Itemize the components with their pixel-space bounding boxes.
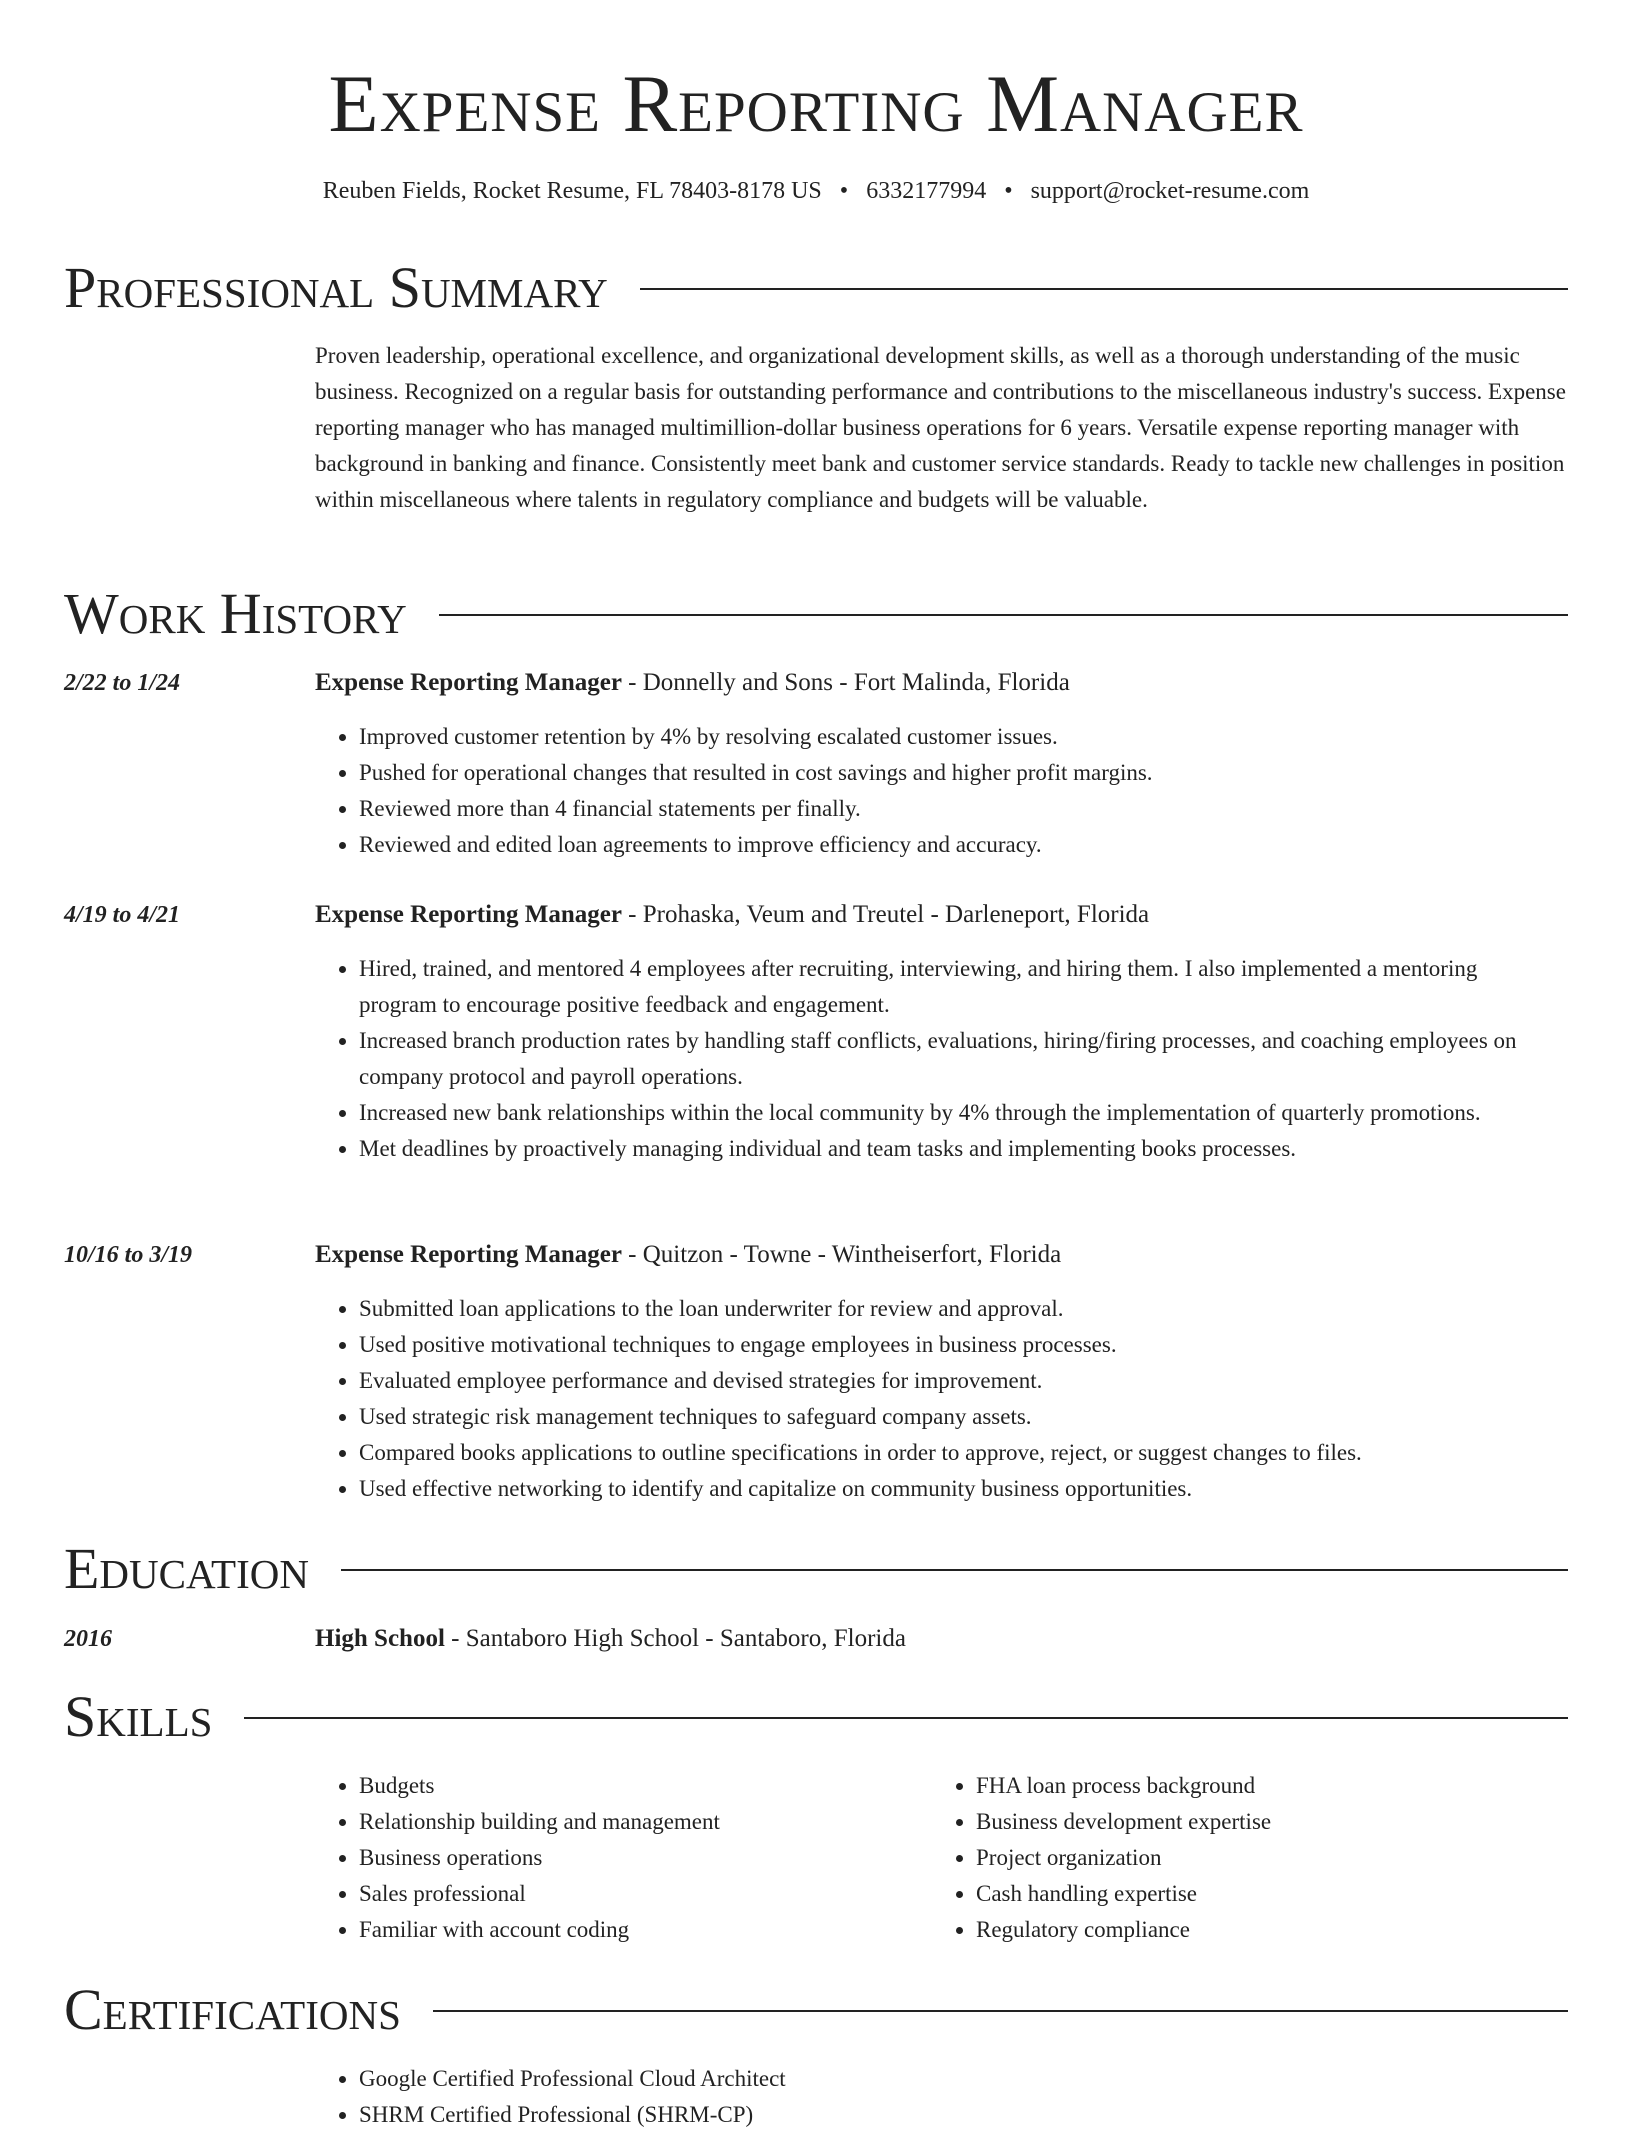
skill-item: • Relationship building and management	[359, 1804, 919, 1840]
education-year: 2016	[64, 1626, 112, 1652]
job-dates: 4/19 to 4/21	[64, 902, 181, 928]
section-divider	[439, 614, 1568, 616]
skill-item: • Sales professional	[359, 1876, 919, 1912]
certifications-heading: Certifications	[64, 1977, 401, 2042]
job-bullet: • Hired, trained, and mentored 4 employees after recruiting, interviewing, and hiring them. I also implemented a mentoring program to encourage positive feedback and engagement.	[359, 951, 1549, 1023]
education-degree: High School	[315, 1625, 445, 1652]
section-divider	[341, 1569, 1568, 1571]
job-bullet: • Used effective networking to identify and capitalize on community business opportunities.	[359, 1471, 1549, 1507]
job-title: Expense Reporting Manager	[315, 901, 622, 928]
certifications-section-header	[64, 1975, 1568, 2045]
skill-item: • Business operations	[359, 1840, 919, 1876]
skills-heading: Skills	[64, 1684, 213, 1749]
job-title: Expense Reporting Manager	[315, 669, 622, 696]
skills-list-left	[315, 1768, 919, 1948]
job-bullets	[315, 951, 1549, 1167]
contact-line	[0, 174, 1632, 208]
section-divider	[640, 288, 1568, 290]
job-bullet: • Improved customer retention by 4% by resolving escalated customer issues.	[359, 719, 1549, 755]
job-details: - Prohaska, Veum and Treutel - Darleneport, Florida	[621, 901, 1150, 928]
skill-item: • Budgets	[359, 1768, 919, 1804]
section-divider	[433, 2010, 1568, 2012]
job-bullets	[315, 1291, 1549, 1507]
job-bullets	[315, 719, 1549, 863]
certifications-list	[315, 2061, 1559, 2133]
certification-item: • Google Certified Professional Cloud Architect	[359, 2061, 1559, 2097]
education-line	[315, 1621, 906, 1657]
work-section-header	[64, 579, 1568, 649]
skill-item: • Regulatory compliance	[976, 1912, 1576, 1948]
job-title-line	[315, 1237, 1061, 1273]
job-details: - Quitzon - Towne - Wintheiserfort, Florida	[621, 1241, 1062, 1268]
skill-item: • Project organization	[976, 1840, 1576, 1876]
job-bullet: • Evaluated employee performance and devised strategies for improvement.	[359, 1363, 1549, 1399]
education-section-header	[64, 1534, 1568, 1604]
skills-list-right	[932, 1768, 1576, 1948]
job-title: Expense Reporting Manager	[315, 1241, 622, 1268]
contact-separator: •	[1004, 178, 1013, 204]
summary-section-header	[64, 253, 1568, 323]
job-dates: 10/16 to 3/19	[64, 1242, 193, 1268]
contact-separator: •	[839, 178, 849, 204]
job-bullet: • Submitted loan applications to the loan underwriter for review and approval.	[359, 1291, 1549, 1327]
certification-item: • SHRM Certified Professional (SHRM-CP)	[359, 2097, 1559, 2133]
job-dates: 2/22 to 1/24	[64, 670, 181, 696]
skill-item: • Familiar with account coding	[359, 1912, 919, 1948]
job-title-line	[315, 665, 1070, 701]
summary-heading: Professional Summary	[64, 255, 608, 320]
skills-section-header	[64, 1682, 1568, 1752]
job-bullet: • Compared books applications to outline specifications in order to approve, reject, or suggest changes to files.	[359, 1435, 1549, 1471]
education-heading: Education	[64, 1536, 309, 1601]
job-bullet: • Pushed for operational changes that resulted in cost savings and higher profit margins.	[359, 755, 1549, 791]
skill-item: • Cash handling expertise	[976, 1876, 1576, 1912]
work-heading: Work History	[64, 581, 407, 646]
job-details: - Donnelly and Sons - Fort Malinda, Florida	[621, 669, 1070, 696]
job-bullet: • Used strategic risk management techniques to safeguard company assets.	[359, 1399, 1549, 1435]
job-bullet: • Increased new bank relationships within the local community by 4% through the implementation of quarterly promotions.	[359, 1095, 1549, 1131]
job-title-line	[315, 897, 1149, 933]
job-bullet: • Reviewed and edited loan agreements to improve efficiency and accuracy.	[359, 827, 1549, 863]
section-divider	[244, 1717, 1568, 1719]
job-bullet: • Increased branch production rates by handling staff conflicts, evaluations, hiring/firing processes, and coaching employees on company protocol and payroll operations.	[359, 1023, 1549, 1095]
job-bullet: • Reviewed more than 4 financial statements per finally.	[359, 791, 1549, 827]
job-bullet: • Used positive motivational techniques to engage employees in business processes.	[359, 1327, 1549, 1363]
contact-address: Reuben Fields, Rocket Resume, FL 78403-8178 US	[322, 178, 822, 204]
summary-text: Proven leadership, operational excellence, and organizational development skills, as well as a thorough understanding of the music business. Recognized on a regular basis for outstanding performance and contributions to the miscellaneous industry's success. Expense reporting manager who has managed multimillion-dollar business operations for 6 years. Versatile expense reporting manager with background in banking and finance. Consistently meet bank and customer service standards. Ready to tackle new challenges in position within miscellaneous where talents in regulatory compliance and budgets will be valuable.	[315, 343, 1566, 512]
contact-phone: 6332177994	[866, 178, 987, 204]
education-details: - Santaboro High School - Santaboro, Florida	[444, 1625, 906, 1652]
skill-item: • FHA loan process background	[976, 1768, 1576, 1804]
job-bullet: • Met deadlines by proactively managing individual and team tasks and implementing books processes.	[359, 1131, 1549, 1167]
page-title: Expense Reporting Manager	[328, 58, 1304, 149]
contact-email: support@rocket-resume.com	[1030, 178, 1310, 204]
skill-item: • Business development expertise	[976, 1804, 1576, 1840]
